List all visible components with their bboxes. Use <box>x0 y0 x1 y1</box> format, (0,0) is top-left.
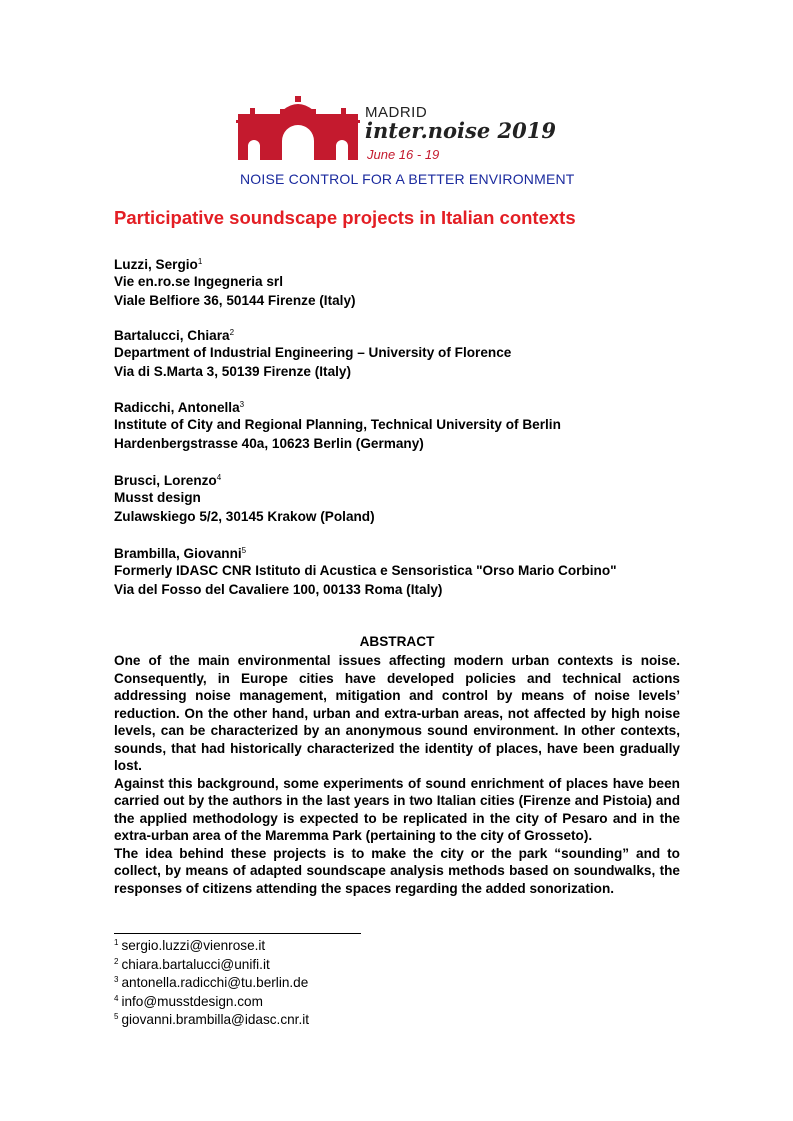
author-address: Zulawskiego 5/2, 30145 Krakow (Poland) <box>114 509 375 524</box>
author-affiliation: Vie en.ro.se Ingegneria srl <box>114 273 283 289</box>
abstract-paragraph: The idea behind these projects is to make the city or the park “sounding” and to collect, by means of adapted soundscape analysis methods based on soundwalks, the responses of citizens attending the spaces regarding the added sonorization. <box>114 845 680 896</box>
footnote-email[interactable]: giovanni.brambilla@idasc.cnr.it <box>121 1012 310 1027</box>
paper-title: Participative soundscape projects in Italian contexts <box>114 207 576 228</box>
author-block <box>114 252 356 311</box>
conference-dates: June 16 - 19 <box>367 147 440 162</box>
puerta-de-alcala-gate-icon <box>236 96 360 160</box>
footnote-item <box>114 971 309 990</box>
footnote-mark: 4 <box>114 993 119 1003</box>
footnote-mark: 5 <box>114 1012 119 1021</box>
author-affiliation: Musst design <box>114 489 201 505</box>
author-name: Luzzi, Sergio$^1$ <box>114 257 203 272</box>
footnote-mark: 2 <box>229 328 235 337</box>
author-affiliation: Formerly IDASC CNR Istituto di Acustica e Sensoristica "Orso Mario Corbino" <box>114 562 617 578</box>
author-name: Radicchi, Antonella$^3$ <box>114 400 245 415</box>
footnote-mark: 3 <box>114 975 119 984</box>
footnote-item <box>114 953 309 972</box>
abstract-paragraph: One of the main environmental issues affecting modern urban contexts is noise. Consequently, in Europe cities have developed policies and technical actions addressing noise management, mitigation and control by means of noise levels’ reduction. On the other hand, urban and extra-urban areas, not affected by high noise levels, can be characterized by an anonymous sound environment. In other contexts, sounds, that had historically characterized the identity of places, have been gradually lost. <box>114 653 680 773</box>
author-block <box>114 541 617 600</box>
abstract-paragraph: Against this background, some experiments of sound enrichment of places have been carried out by the authors in the last years in two Italian cities (Firenze and Pistoia) and the applied methodology is expected to be replicated in the city of Pesaro and in the extra-urban area of the Maremma Park (pertaining to the city of Grosseto). <box>114 775 680 843</box>
footnote-mark: 1 <box>114 938 119 947</box>
footnote-mark: 1 <box>197 257 203 266</box>
author-affiliation: Institute of City and Regional Planning, Technical University of Berlin <box>114 416 561 432</box>
author-block <box>114 395 561 454</box>
footnote-mark: 2 <box>114 956 119 966</box>
footnote-item <box>114 1008 309 1027</box>
footnote-email[interactable]: sergio.luzzi@vienrose.it <box>121 938 266 953</box>
author-address: Via di S.Marta 3, 50139 Firenze (Italy) <box>114 364 351 379</box>
footnote-email[interactable]: info@musstdesign.com <box>121 993 263 1009</box>
author-address: Via del Fosso del Cavaliere 100, 00133 Roma (Italy) <box>114 582 443 597</box>
author-name: Brusci, Lorenzo$^4$ <box>114 473 222 488</box>
author-address: Hardenbergstrasse 40a, 10623 Berlin (Germany) <box>114 436 424 451</box>
footnotes <box>114 934 309 1027</box>
footnote-mark: 3 <box>239 400 245 409</box>
conference-city: MADRID <box>365 104 428 121</box>
author-name: Bartalucci, Chiara$^2$ <box>114 328 235 343</box>
footnote-item <box>114 990 309 1009</box>
footnote-email[interactable]: antonella.radicchi@tu.berlin.de <box>121 975 309 990</box>
footnote-mark: 4 <box>216 473 222 482</box>
author-block <box>114 323 511 382</box>
author-affiliation: Department of Industrial Engineering – University of Florence <box>114 344 512 360</box>
footnote-item <box>114 934 309 953</box>
conference-name: inter.noise 2019 <box>365 118 556 143</box>
footnote-email[interactable]: chiara.bartalucci@unifi.it <box>121 956 270 972</box>
author-block <box>114 468 375 527</box>
conference-tagline: NOISE CONTROL FOR A BETTER ENVIRONMENT <box>240 171 575 187</box>
conference-logo <box>236 96 575 192</box>
abstract-body <box>114 652 680 897</box>
footnote-mark: 5 <box>241 546 247 555</box>
author-address: Viale Belfiore 36, 50144 Firenze (Italy) <box>114 293 356 308</box>
author-name: Brambilla, Giovanni$^5$ <box>114 546 247 561</box>
abstract-heading: ABSTRACT <box>359 634 435 649</box>
